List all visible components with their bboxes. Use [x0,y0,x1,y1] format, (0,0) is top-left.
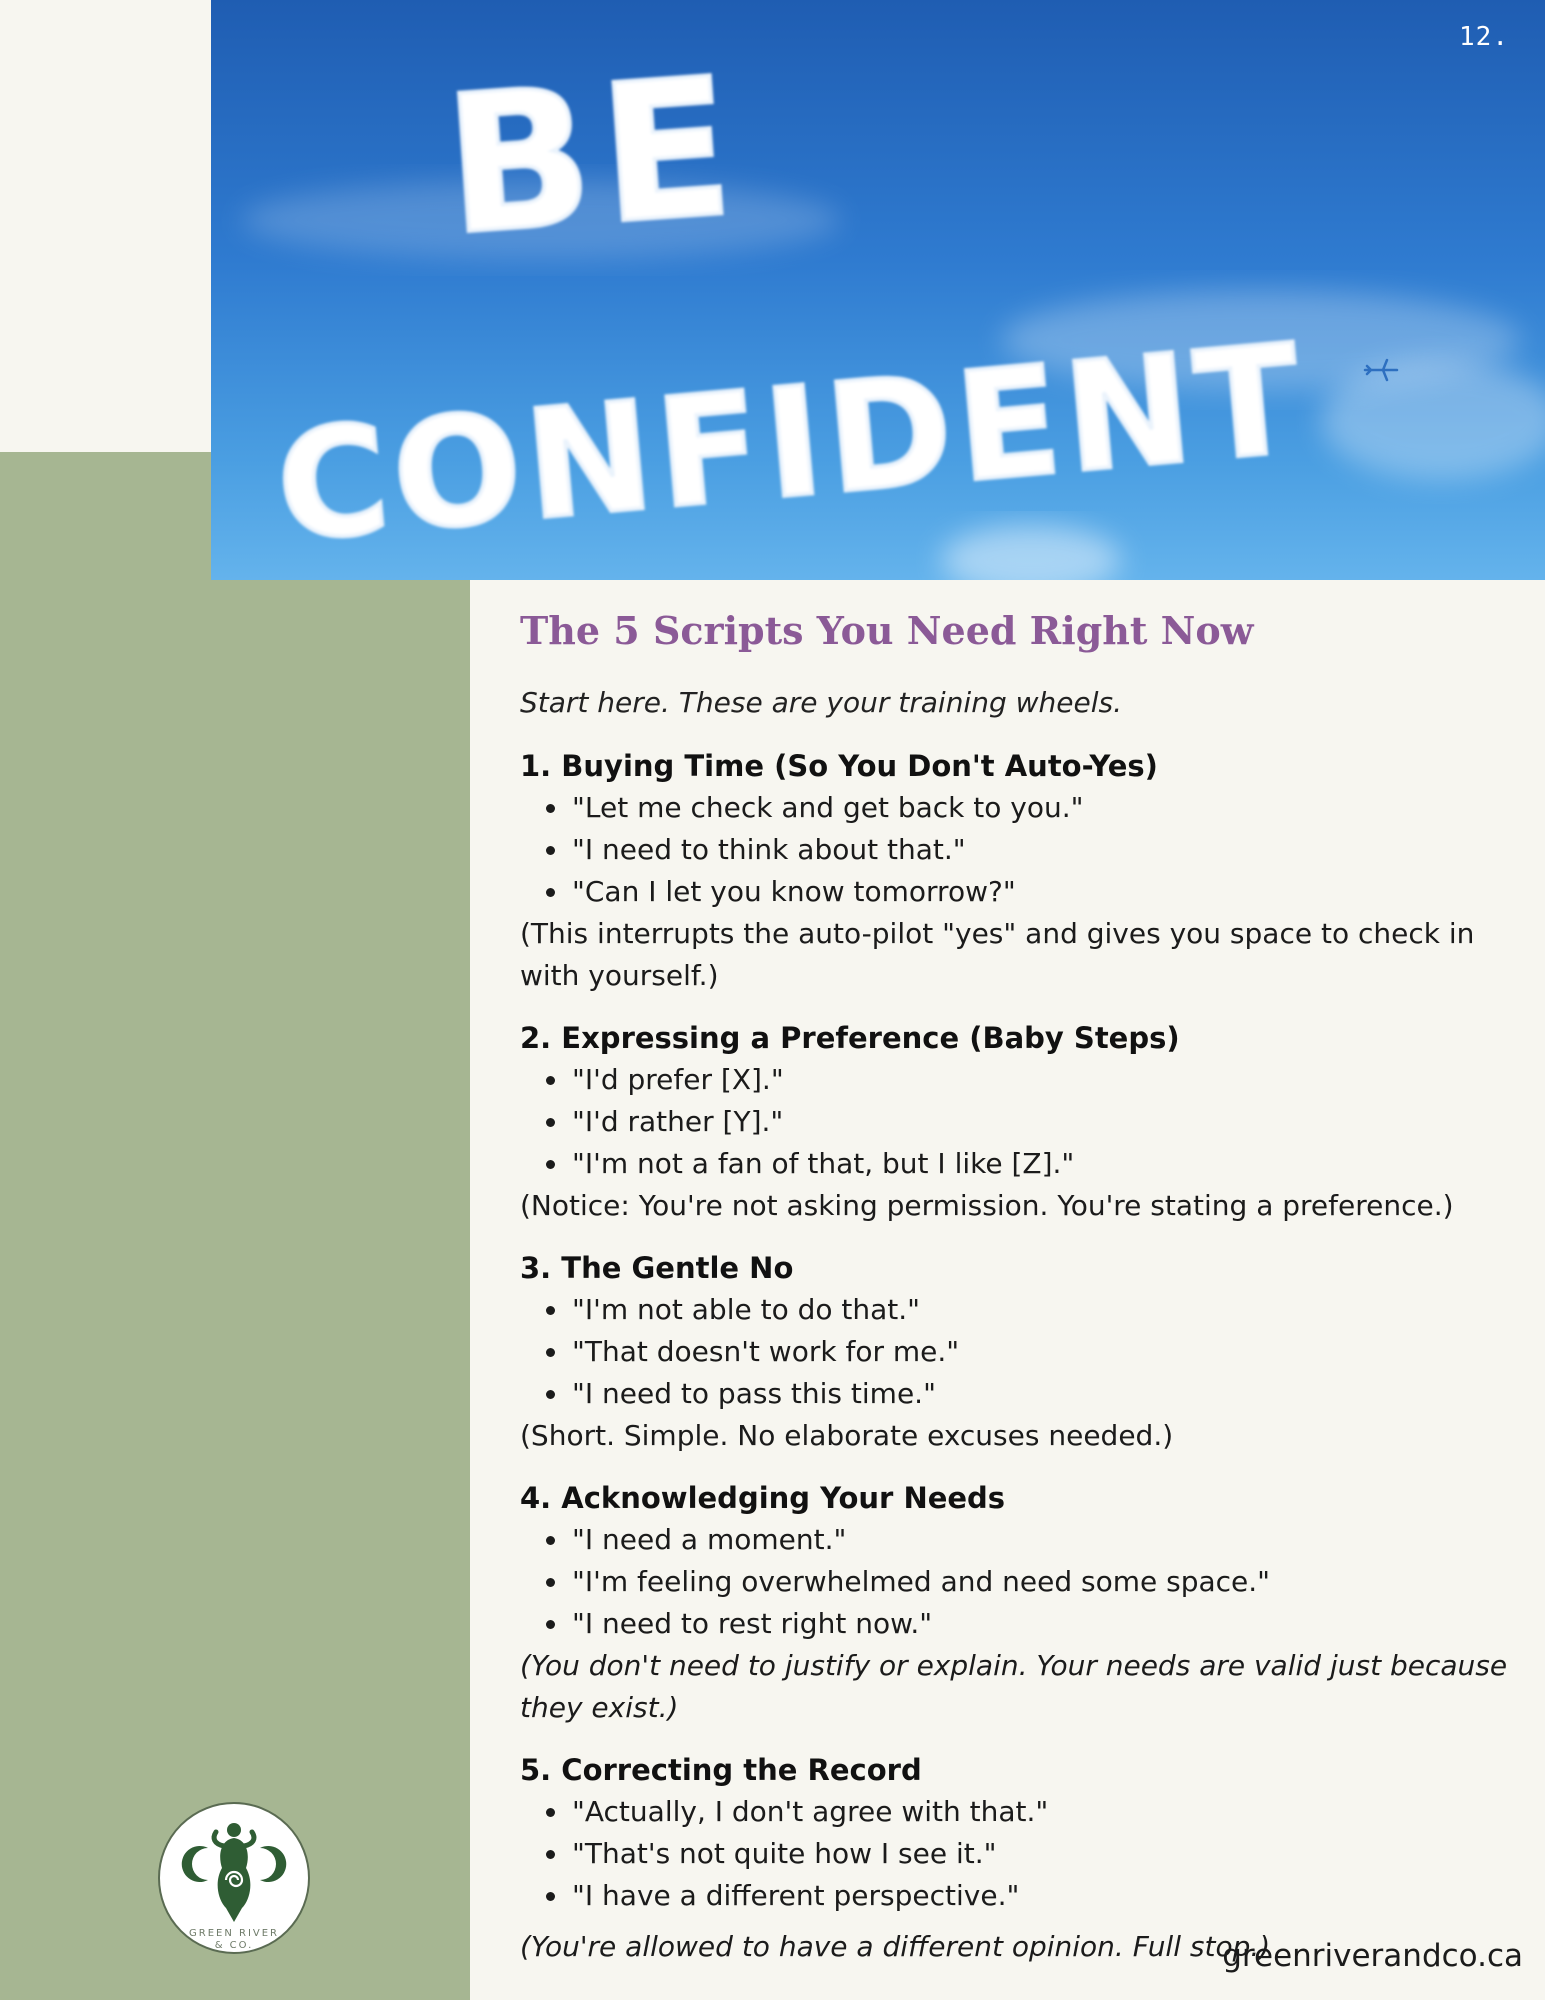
closing-note: (You're allowed to have a different opinion. Full stop.) [520,1930,1271,1963]
list-item: "Actually, I don't agree with that." [572,1791,1520,1833]
website-url: greenriverandco.ca [1222,1938,1523,1974]
sidebar-panel [0,452,470,2000]
script-examples [520,787,1520,913]
list-item: "I'd prefer [X]." [572,1059,1520,1101]
main-content [470,580,1545,2000]
script-heading: 3. The Gentle No [520,1251,794,1285]
hero-line-be: BE [439,36,749,278]
top-left-block [0,0,211,452]
list-item: "That doesn't work for me." [572,1331,1520,1373]
list-item: "Let me check and get back to you." [572,787,1520,829]
section-title: The 5 Scripts You Need Right Now [520,608,1254,653]
script-section [520,1477,1520,1729]
intro-text: Start here. These are your training wheels. [520,686,1122,719]
script-heading: 5. Correcting the Record [520,1753,922,1787]
script-heading: 2. Expressing a Preference (Baby Steps) [520,1021,1180,1055]
hero-line-confident: CONFIDENT [270,312,1313,576]
list-item: "I'm feeling overwhelmed and need some space." [572,1561,1520,1603]
script-section [520,745,1520,997]
script-examples [520,1059,1520,1185]
script-examples [520,1519,1520,1645]
list-item: "I'm not a fan of that, but I like [Z]." [572,1143,1520,1185]
script-section [520,1247,1520,1457]
script-examples [520,1289,1520,1415]
script-examples [520,1791,1520,1917]
script-heading: 4. Acknowledging Your Needs [520,1481,1006,1515]
page-number: 12. [1459,22,1509,52]
logo-wordmark-sub: & CO. [214,1940,254,1951]
list-item: "I need a moment." [572,1519,1520,1561]
script-section [520,1749,1520,1917]
list-item: "I need to pass this time." [572,1373,1520,1415]
list-item: "That's not quite how I see it." [572,1833,1520,1875]
list-item: "I have a different perspective." [572,1875,1520,1917]
list-item: "I'm not able to do that." [572,1289,1520,1331]
script-note: (You don't need to justify or explain. Your needs are valid just because they exist.) [520,1649,1508,1724]
sky-clouds [211,0,1545,580]
script-note: (Notice: You're not asking permission. You're stating a preference.) [520,1189,1454,1222]
script-note: (Short. Simple. No elaborate excuses needed.) [520,1419,1174,1452]
script-section [520,1017,1520,1227]
list-item: "I need to rest right now." [572,1603,1520,1645]
list-item: "Can I let you know tomorrow?" [572,871,1520,913]
scripts-list [520,745,1520,1937]
hero-image [211,0,1545,580]
script-note: (This interrupts the auto-pilot "yes" and gives you space to check in with yourself.) [520,917,1475,992]
logo-wordmark: GREEN RIVER [189,1928,279,1939]
script-heading: 1. Buying Time (So You Don't Auto-Yes) [520,749,1158,783]
list-item: "I'd rather [Y]." [572,1101,1520,1143]
brand-logo [158,1802,310,1954]
list-item: "I need to think about that." [572,829,1520,871]
